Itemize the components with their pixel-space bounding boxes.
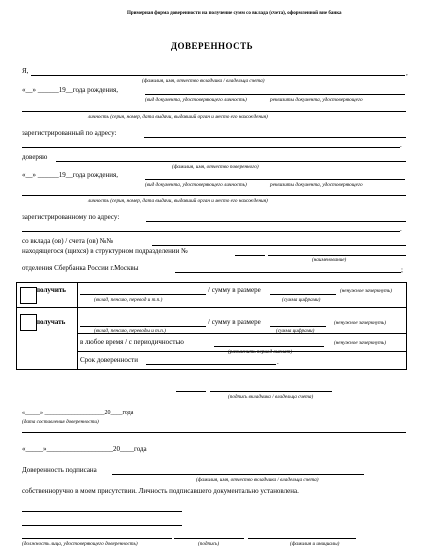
date-hint: (дата составления доверенности) [22,419,99,425]
document-details-line[interactable] [22,111,406,112]
branch-line[interactable] [175,272,401,273]
located-label: находящегося (щихся) в структурном подразделении № [22,247,188,255]
branch-label: отделения Сбербанка России г.Москвы [22,264,139,272]
fio-hint: (фамилия, имя, отчество вкладчика / владельца счета) [142,78,265,84]
account-line[interactable] [152,245,406,246]
officer-signature-line[interactable] [174,538,244,539]
deposit-hint-2: (вклад, пенсию, переводы и т.п.) [94,328,166,334]
address2-line-2[interactable] [22,231,400,232]
position-line-2[interactable] [22,525,182,526]
document-page: Примерная форма доверенности на получение сумм со вклада (счета), оформленной вне банка ДОВЕРЕННОСТЬ Я, , (фамилия, имя, отчество вкладчика / владельца счета) «__» ______19__года рождения, (вид документа, удостоверяющего личность) реквизиты документа, удостоверяющего личность (серия, номер, дата выдачи, выдавший орган и место его нахождения) зарегистрированный по адресу: . доверяю (фамилия, имя, отчество поверенного) «__» ______19__года рождения, (вид документа, удостоверяющего личность) реквизиты документа, удостоверяющего личность (серия, номер, дата выдачи, выдавший орган и место его нахождения) зарегистрированному по адресу: . со вклада (ов) / счета (ов) №№ находящегося (щихся) в структурном подразделении № (наименование) отделения Сбербанка России г.Москвы ; получить / сумму в размере (ненужное зачеркнуть) (вклад, пенсию, перевод и т.п.) (сумма цифрами) получать / сумму в размере (ненужное зачеркнуть) (вклад, пенсию, переводы и т.п.) (сумма цифрами) в любое время / с периодичностью (ненужное зачеркнуть) (разъяснить период выплат) Срок доверенности . (подпись вкладчика / владельца счета) «_____» ____________________20____года (дата составления доверенности) «_____»___________________20____года Доверенность подписана (фамилия, имя, отчество вкладчика / владельца счета) собственноручно в моем присутствии. Личность подписавшего документально установлена. (должность лица, удостоверяющего доверенность) (подпись) (фамилия и инициалы) [0,0,424,551]
signature-line-short[interactable] [176,391,206,392]
signed-label: Доверенность подписана [22,466,97,474]
subdivision-number-line[interactable] [235,255,265,256]
form-note: Примерная форма доверенности на получение сумм со вклада (счета), оформленной вне банка [127,11,342,16]
strike-hint-3: (ненужное зачеркнуть) [334,340,386,346]
doc-hint: (вид документа, удостоверяющего личность) [145,97,247,103]
reg-label-2: зарегистрированному по адресу: [22,213,120,221]
sum-label-2: / сумму в размере [208,318,261,326]
page-title: ДОВЕРЕННОСТЬ [170,41,254,51]
anytime-label: в любое время / с периодичностью [80,338,184,346]
birth-line: «__» ______19__года рождения, [22,86,118,94]
comma: , [406,69,408,77]
i-label: Я, [22,67,29,75]
fio-line[interactable] [31,75,405,76]
req-hint-2: реквизиты документа, удостоверяющего [270,182,363,188]
address-line-2[interactable] [22,147,400,148]
date-line-1: «_____» ____________________20____года [22,410,134,416]
sign-hint: (подпись вкладчика / владельца счета) [228,394,314,400]
address2-line-1[interactable] [146,221,406,222]
subdivision-name-line[interactable] [268,255,406,256]
strike-hint-2: (ненужное зачеркнуть) [334,320,386,326]
period-line[interactable] [214,346,324,347]
receive-regular-checkbox[interactable] [20,314,37,331]
receive-regular-what-line[interactable] [80,326,206,327]
signature-line[interactable] [210,391,332,392]
document-line[interactable] [145,94,405,95]
signer-hint: (фамилия, имя, отчество вкладчика / владельца счета) [196,477,319,483]
validity-line[interactable] [146,364,276,365]
validity-label: Срок доверенности [80,356,138,364]
position-line-3[interactable] [22,538,172,539]
personally-text: собственноручно в моем присутствии. Личность подписавшего документально установлена. [22,487,299,495]
receive-once-what-line[interactable] [80,294,206,295]
digits-hint-1: (сумма цифрами) [282,297,321,303]
position-hint: (должность лица, удостоверяющего доверенность) [22,541,138,547]
separator [22,432,406,433]
sum-line-1[interactable] [270,294,336,295]
digits-hint-2: (сумма цифрами) [276,328,315,334]
trust-label: доверяю [22,153,48,161]
strike-hint-1: (ненужное зачеркнуть) [340,288,392,294]
position-line-1[interactable] [22,511,182,512]
receive-regular-label: получать [36,318,66,326]
officer-name-line[interactable] [248,538,356,539]
signer-line[interactable] [112,474,364,475]
trustee-hint: (фамилия, имя, отчество поверенного) [172,164,259,170]
trustee-line[interactable] [56,161,406,162]
name-hint: (наименование) [312,257,347,263]
doc-hint-2: (вид документа, удостоверяющего личность) [145,182,247,188]
req-hint: реквизиты документа, удостоверяющего [270,97,363,103]
receive-once-checkbox[interactable] [20,287,37,304]
options-table [16,282,407,370]
document-details-line-2[interactable] [22,195,406,196]
sum-label-1: / сумму в размере [208,286,261,294]
signature-hint: (подпись) [198,541,220,547]
birth-line-2: «__» ______19__года рождения, [22,171,118,179]
address-line-1[interactable] [144,137,406,138]
person-hint-2: личность (серия, номер, дата выдачи, выдавший орган и место его нахождения) [88,198,268,204]
document-line-2[interactable] [145,179,405,180]
initials-hint: (фамилия и инициалы) [290,541,340,547]
deposit-hint-1: (вклад, пенсию, перевод и т.п.) [94,297,163,303]
account-label: со вклада (ов) / счета (ов) №№ [22,237,114,245]
reg-label: зарегистрированный по адресу: [22,129,117,137]
receive-once-label: получить [36,286,66,294]
period-hint: (разъяснить период выплат) [228,349,293,355]
person-hint: личность (серия, номер, дата выдачи, выдавший орган и место его нахождения) [88,114,268,120]
date-line-2: «_____»___________________20____года [22,445,147,453]
sum-line-2[interactable] [270,326,326,327]
